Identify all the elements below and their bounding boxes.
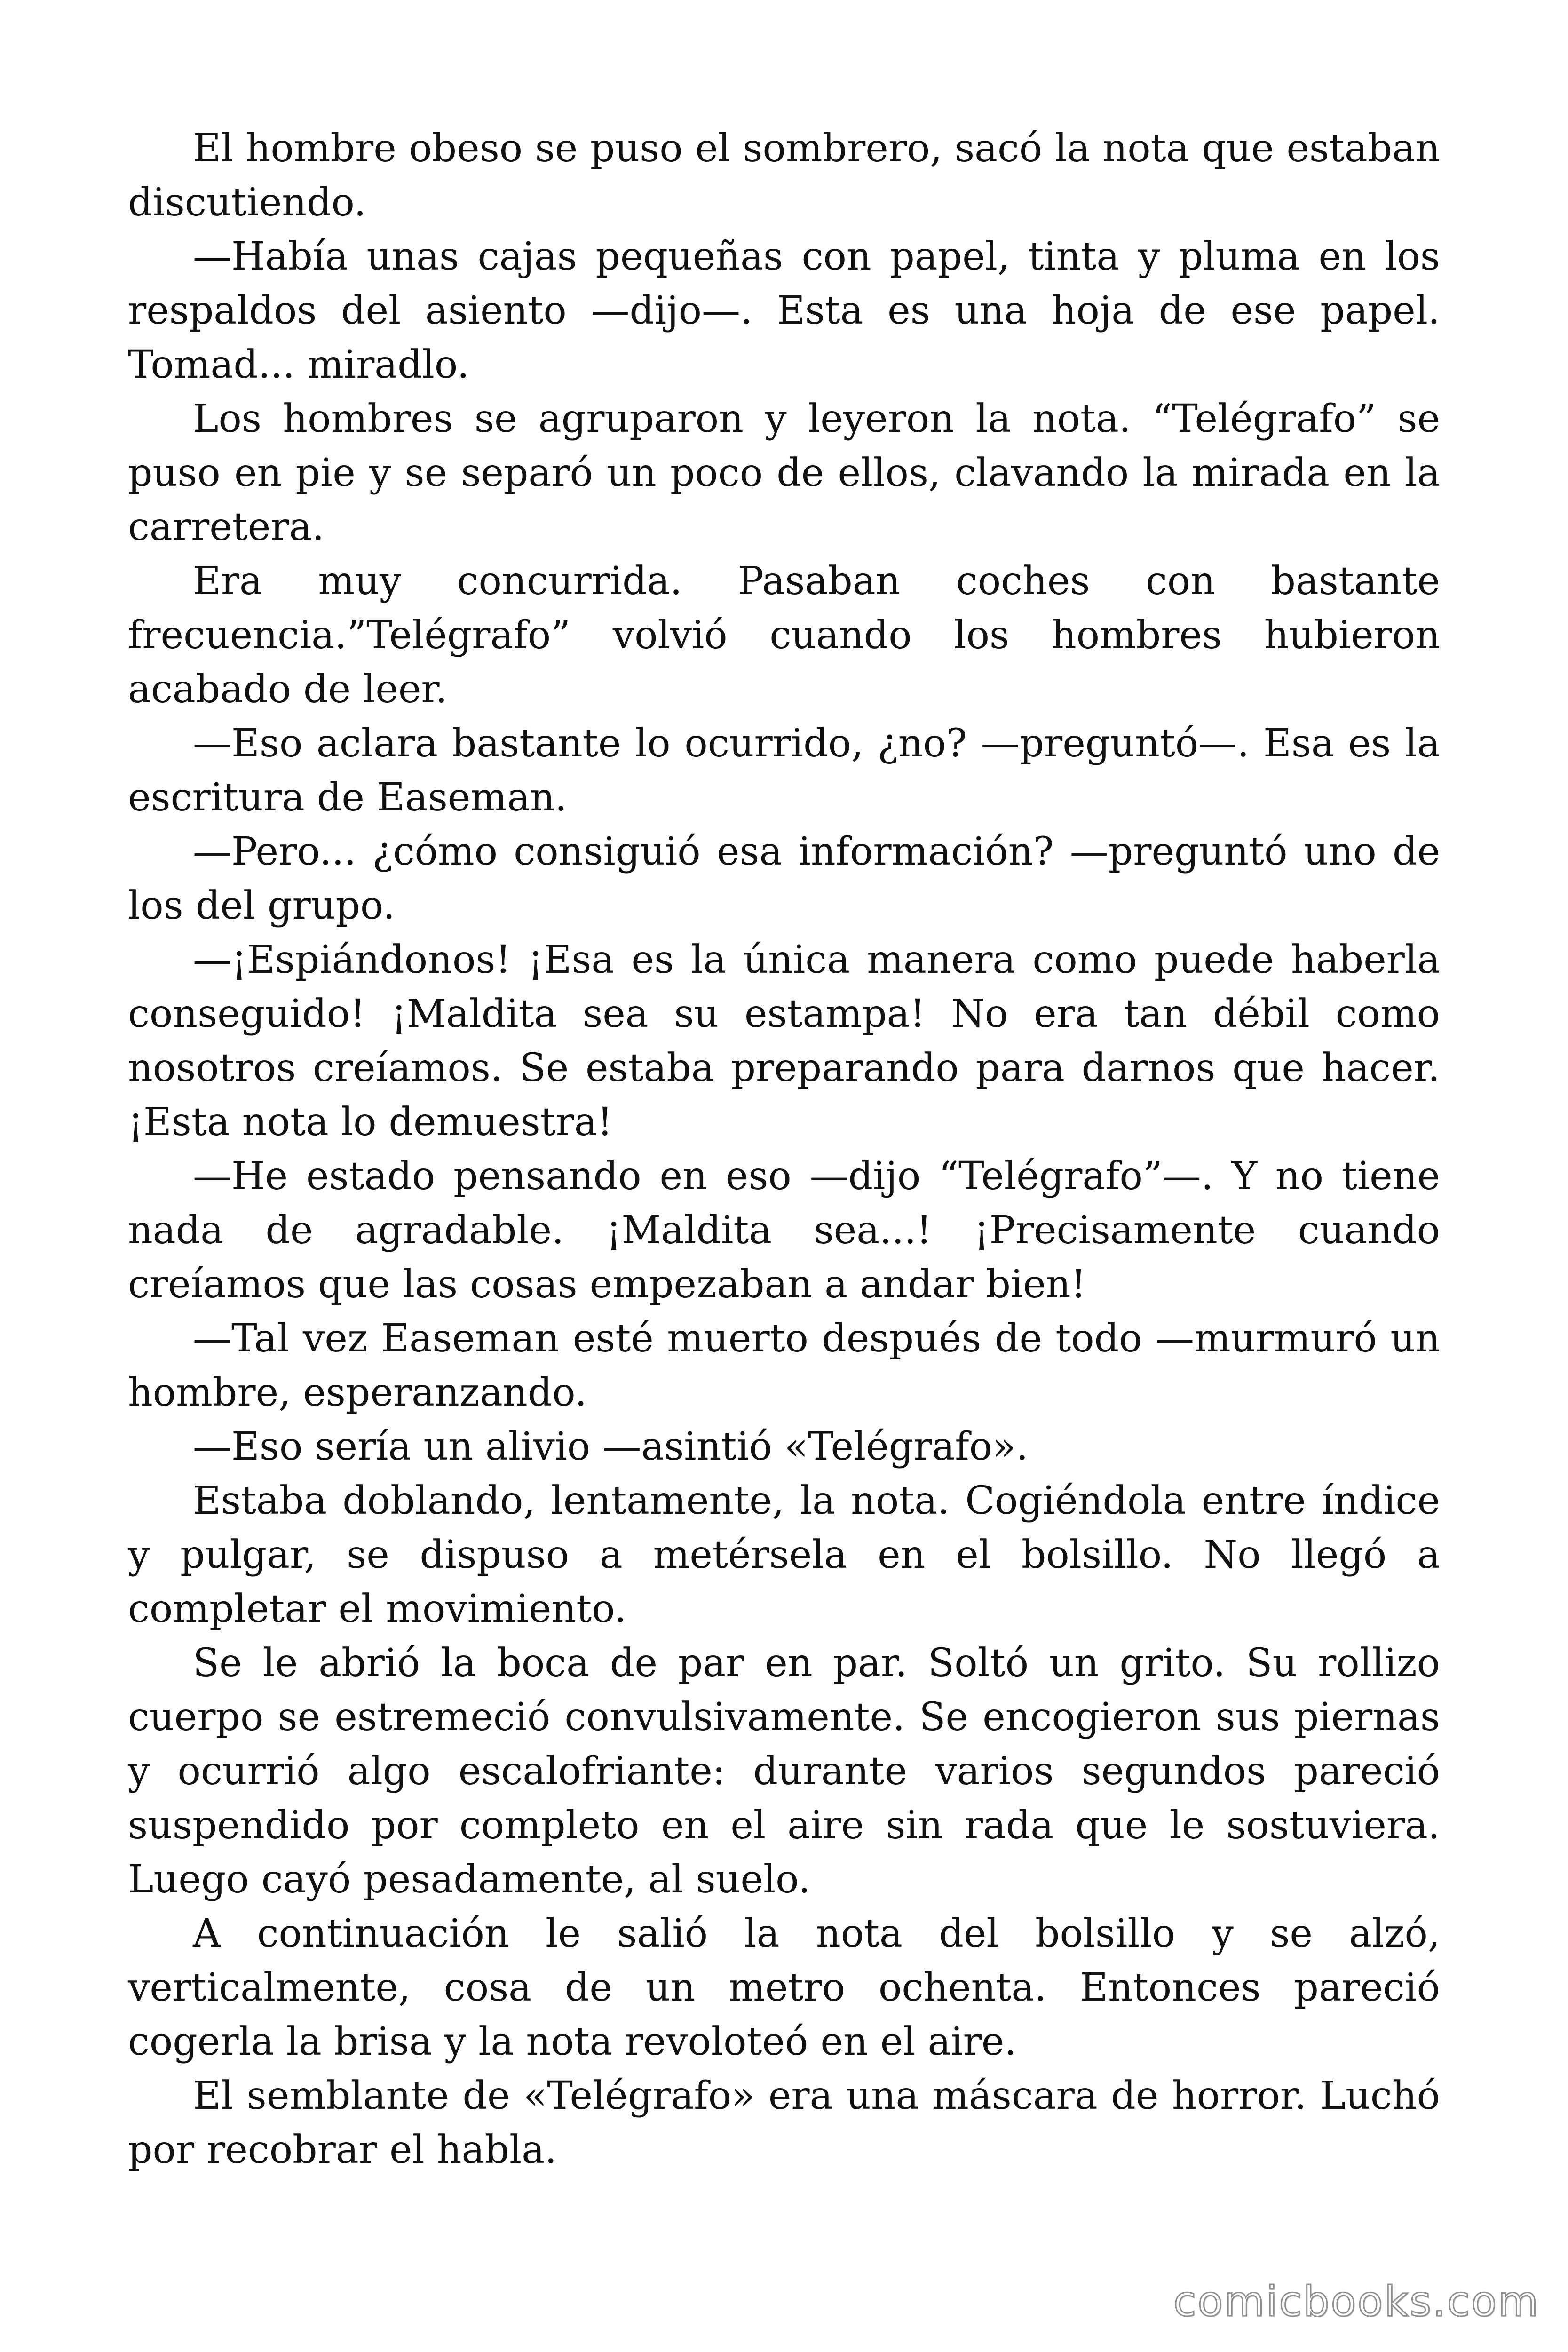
paragraph: Los hombres se agruparon y leyeron la nota. “Telégrafo” se puso en pie y se separó un poco de ellos, clavando la mirada en la carretera. — [128, 397, 1440, 549]
paragraph: El hombre obeso se puso el sombrero, sacó la nota que estaban discutiendo. — [128, 126, 1440, 225]
paragraph: —Eso sería un alivio —asintió «Telégrafo». — [193, 1424, 1029, 1469]
paragraph: —¡Espiándonos! ¡Esa es la única manera como puede haberla conseguido! ¡Maldita sea su estampa! No era tan débil como nosotros creíamos. Se estaba preparando para darnos que hacer. ¡Esta nota lo demuestra! — [128, 938, 1440, 1144]
paragraph: Estaba doblando, lentamente, la nota. Cogiéndola entre índice y pulgar, se dispuso a metérsela en el bolsillo. No llegó a completar el movimiento. — [128, 1478, 1440, 1631]
body-text — [128, 121, 1440, 2177]
paragraph: El semblante de «Telégrafo» era una máscara de horror. Luchó por recobrar el habla. — [128, 2074, 1440, 2172]
paragraph: Se le abrió la boca de par en par. Soltó un grito. Su rollizo cuerpo se estremeció convulsivamente. Se encogieron sus piernas y ocurrió algo escalofriante: durante varios segundos pareció suspendido por completo en el aire sin rada que le sostuviera. Luego cayó pesadamente, al suelo. — [128, 1641, 1440, 1902]
paragraph: —Eso aclara bastante lo ocurrido, ¿no? —preguntó—. Esa es la escritura de Easeman. — [128, 721, 1440, 820]
paragraph: Era muy concurrida. Pasaban coches con bastante frecuencia.”Telégrafo” volvió cuando los hombres hubieron acabado de leer. — [128, 559, 1440, 712]
paragraph: —Había unas cajas pequeñas con papel, tinta y pluma en los respaldos del asiento —dijo—. Esta es una hoja de ese papel. Tomad... miradlo. — [128, 234, 1440, 387]
paragraph: A continuación le salió la nota del bolsillo y se alzó, verticalmente, cosa de un metro ochenta. Entonces pareció cogerla la brisa y la nota revoloteó en el aire. — [128, 1911, 1440, 2064]
paragraph: —Tal vez Easeman esté muerto después de todo —murmuró un hombre, esperanzando. — [128, 1316, 1440, 1415]
paragraph: —Pero... ¿cómo consiguió esa información? —preguntó uno de los del grupo. — [128, 829, 1440, 928]
watermark: comicbooks.com — [1173, 2277, 1540, 2326]
paragraph: —He estado pensando en eso —dijo “Telégrafo”—. Y no tiene nada de agradable. ¡Maldita sea...! ¡Precisamente cuando creíamos que las cosas empezaban a andar bien! — [128, 1154, 1440, 1307]
